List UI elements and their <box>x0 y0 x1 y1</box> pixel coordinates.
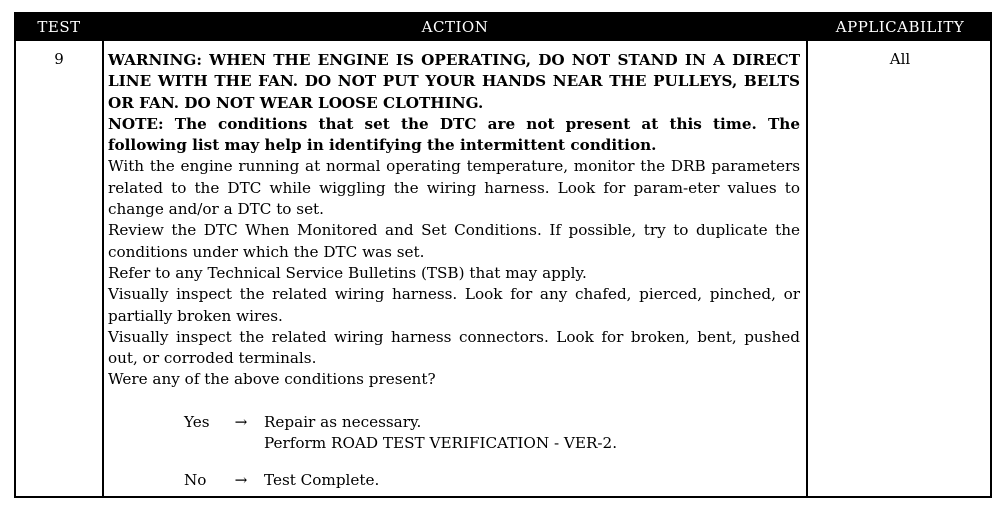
answer-yes-line: Repair as necessary. <box>264 413 422 431</box>
action-text <box>108 50 800 391</box>
test-number: 9 <box>54 50 64 68</box>
right-arrow-icon: → <box>234 413 248 431</box>
answer-no-line: Test Complete. <box>264 471 380 489</box>
answer-no-text <box>264 470 784 491</box>
column-divider <box>102 41 104 496</box>
question-text: Were any of the above conditions present? <box>108 370 436 389</box>
warning-text: WARNING: WHEN THE ENGINE IS OPERATING, DO NOT STAND IN A DIRECT LINE WITH THE FAN. DO NOT PUT YOUR HANDS NEAR THE PULLEYS, BELTS OR FAN. DO NOT WEAR LOOSE CLOTHING. <box>108 51 800 112</box>
column-divider <box>806 41 808 496</box>
step-refer-tsb: Refer to any Technical Service Bulletins (TSB) that may apply. <box>108 263 587 282</box>
answer-yes-text <box>264 412 784 455</box>
answer-no-label: No <box>184 471 207 489</box>
step-monitor-drb: With the engine running at normal operating temperature, monitor the DRB parameters related to the DTC while wiggling the wiring harness. Look for param-eter values to change and/or a DTC to set. <box>108 157 800 219</box>
answer-yes-line: Perform ROAD TEST VERIFICATION - VER-2. <box>264 434 618 453</box>
answer-yes-label: Yes <box>184 413 210 431</box>
header-test: TEST <box>37 18 81 36</box>
note-text: NOTE: The conditions that set the DTC are not present at this time. The following list may help in identifying the intermittent condition. <box>108 114 800 155</box>
step-review-dtc: Review the DTC When Monitored and Set Conditions. If possible, try to duplicate the conditions under which the DTC was set. <box>108 221 800 261</box>
right-arrow-icon: → <box>234 471 248 489</box>
header-action: ACTION <box>421 18 489 36</box>
header-applicability: APPLICABILITY <box>835 18 965 36</box>
applicability-value: All <box>889 50 911 68</box>
step-inspect-connectors: Visually inspect the related wiring harness connectors. Look for broken, bent, pushed out, or corroded terminals. <box>108 327 800 368</box>
diagnostic-table <box>14 12 992 498</box>
table-header <box>16 14 990 41</box>
step-inspect-harness: Visually inspect the related wiring harness. Look for any chafed, pierced, pinched, or partially broken wires. <box>108 285 800 325</box>
